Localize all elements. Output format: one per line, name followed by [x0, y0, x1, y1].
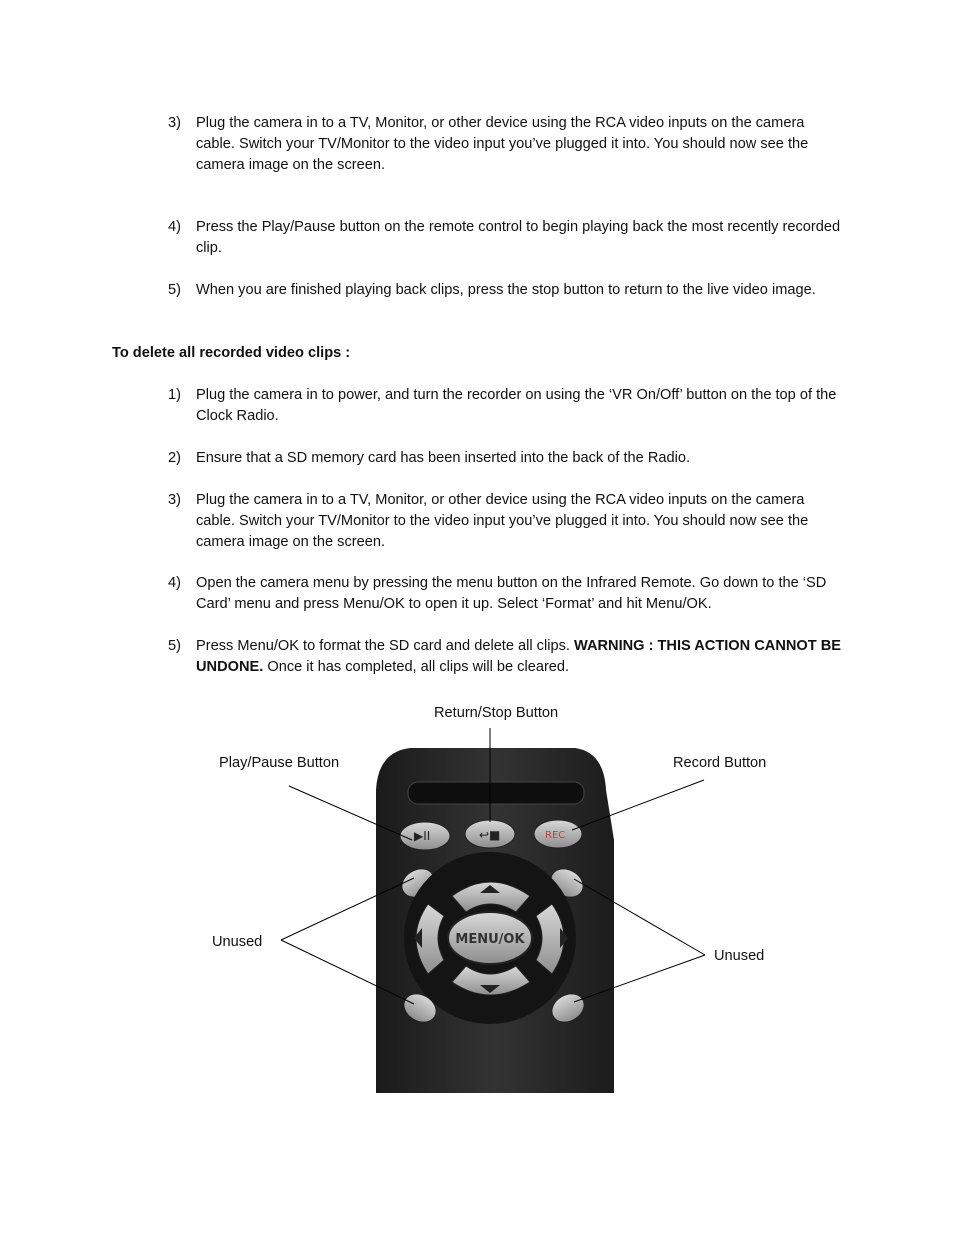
return-stop-label: Return/Stop Button: [434, 705, 559, 721]
item-text: Press the Play/Pause button on the remote control to begin playing back the most recently recorded clip.: [196, 219, 841, 256]
item-number: 3): [168, 492, 181, 508]
menu-ok-label: MENU/OK: [455, 932, 525, 947]
remote-ir-window: [408, 782, 584, 804]
return-stop-icon: ↩■: [479, 828, 501, 842]
text-plain: Once it has completed, all clips will be cleared.: [263, 659, 570, 675]
item-text: Plug the camera in to a TV, Monitor, or other device using the RCA video inputs on the camera cable. Switch your TV/Monitor to the video input you’ve plugged it into. You should now see the camera image on the screen.: [196, 115, 809, 173]
record-label: Record Button: [673, 755, 767, 771]
item-number: 4): [168, 575, 181, 591]
item-text: When you are finished playing back clips, press the stop button to return to the live video image.: [196, 282, 816, 298]
item-text: Plug the camera in to a TV, Monitor, or other device using the RCA video inputs on the camera cable. Switch your TV/Monitor to the video input you’ve plugged it into. You should now see the camera image on the screen.: [196, 492, 809, 550]
item-number: 5): [168, 282, 181, 298]
item-number: 5): [168, 638, 181, 654]
item-number: 4): [168, 219, 181, 235]
item-text: Open the camera menu by pressing the menu button on the Infrared Remote. Go down to the ‘SD Card’ menu and press Menu/OK to open it up. Select ‘Format’ and hit Menu/OK.: [196, 575, 827, 612]
item-number: 2): [168, 450, 181, 466]
item-text: Ensure that a SD memory card has been inserted into the back of the Radio.: [196, 450, 691, 466]
item-number: 3): [168, 115, 181, 131]
item-number: 1): [168, 387, 181, 403]
unused-left-label: Unused: [212, 934, 263, 950]
section-heading: To delete all recorded video clips :: [112, 345, 351, 361]
rec-label: REC: [545, 830, 566, 841]
unused-right-label: Unused: [714, 948, 765, 964]
play-pause-label: Play/Pause Button: [219, 755, 340, 771]
text-plain: Press Menu/OK to format the SD card and delete all clips.: [196, 638, 574, 654]
warning-text: WARNING : THIS ACTION CANNOT BE UNDONE.: [196, 638, 841, 675]
item-text: Plug the camera in to power, and turn the recorder on using the ‘VR On/Off’ button on the top of the Clock Radio.: [196, 387, 837, 424]
play-pause-icon: ▶II: [414, 829, 431, 843]
